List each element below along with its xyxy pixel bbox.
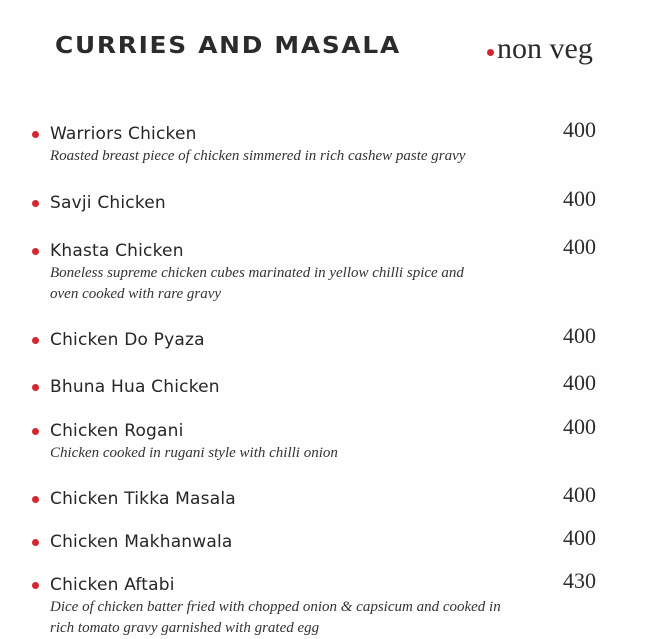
- item-price: 400: [563, 414, 596, 439]
- category-tag: [487, 32, 593, 66]
- item-name: Chicken Aftabi: [50, 575, 175, 595]
- red-bullet-icon: [32, 428, 39, 435]
- item-price: 400: [563, 370, 596, 395]
- red-bullet-icon: [32, 200, 39, 207]
- item-price: 400: [563, 186, 596, 211]
- red-bullet-icon: [32, 131, 39, 138]
- item-name: Savji Chicken: [50, 193, 166, 213]
- item-name: Warriors Chicken: [50, 124, 197, 144]
- item-name: Bhuna Hua Chicken: [50, 377, 220, 397]
- red-bullet-icon: [487, 49, 494, 56]
- item-price: 400: [563, 323, 596, 348]
- item-description: Chicken cooked in rugani style with chilli onion: [50, 445, 338, 461]
- item-name: Khasta Chicken: [50, 241, 184, 261]
- item-price: 400: [563, 482, 596, 507]
- item-price: 400: [563, 117, 596, 142]
- item-description: Dice of chicken batter fried with chopped onion & capsicum and cooked in rich tomato gravy garnished with grated egg: [50, 599, 501, 636]
- category-label: non veg: [497, 32, 593, 65]
- red-bullet-icon: [32, 496, 39, 503]
- item-name: Chicken Do Pyaza: [50, 330, 205, 350]
- item-price: 400: [563, 525, 596, 550]
- item-price: 430: [563, 568, 596, 593]
- red-bullet-icon: [32, 539, 39, 546]
- item-name: Chicken Tikka Masala: [50, 489, 236, 509]
- red-bullet-icon: [32, 384, 39, 391]
- red-bullet-icon: [32, 248, 39, 255]
- item-price: 400: [563, 234, 596, 259]
- red-bullet-icon: [32, 582, 39, 589]
- section-title: CURRIES AND MASALA: [55, 33, 401, 59]
- item-name: Chicken Makhanwala: [50, 532, 233, 552]
- red-bullet-icon: [32, 337, 39, 344]
- item-description: Roasted breast piece of chicken simmered in rich cashew paste gravy: [50, 148, 466, 164]
- item-name: Chicken Rogani: [50, 421, 184, 441]
- item-description: Boneless supreme chicken cubes marinated in yellow chilli spice and oven cooked with rare gravy: [50, 265, 464, 302]
